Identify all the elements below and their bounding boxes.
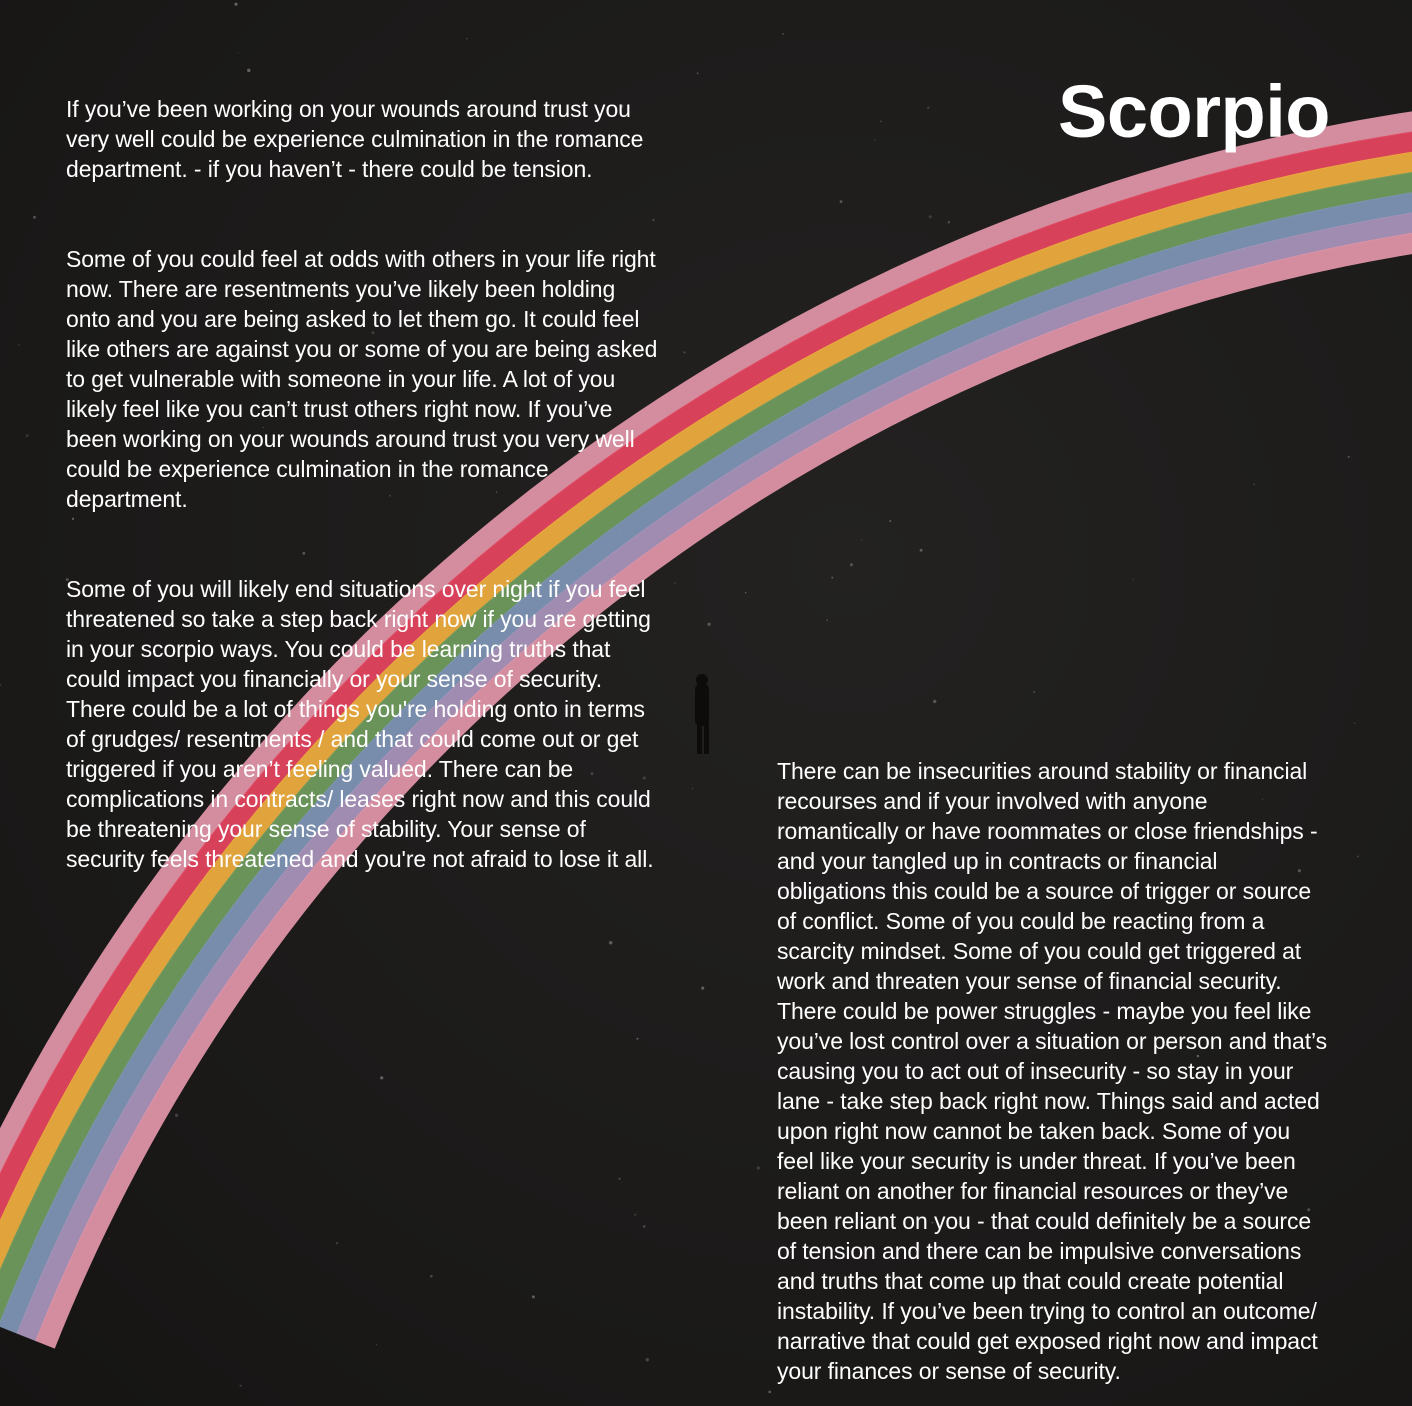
star-dot (33, 216, 36, 219)
star-dot (929, 215, 932, 218)
star-dot (1133, 579, 1134, 580)
star-dot (239, 1385, 241, 1387)
star-dot (643, 1225, 646, 1228)
star-dot (108, 1238, 109, 1239)
page-title: Scorpio (1058, 70, 1330, 153)
star-dot (532, 1295, 535, 1298)
star-dot (933, 700, 936, 703)
star-dot (850, 563, 853, 566)
star-dot (757, 1166, 760, 1169)
star-dot (175, 1114, 178, 1117)
star-dot (745, 592, 746, 593)
star-dot (920, 549, 923, 552)
star-dot (782, 33, 784, 35)
star-dot (466, 38, 467, 39)
star-dot (376, 1344, 377, 1345)
star-dot (634, 1214, 636, 1216)
star-dot (831, 577, 833, 579)
star-dot (1354, 723, 1355, 724)
star-dot (889, 520, 891, 522)
left-paragraph-3: Some of you will likely end situations over night if you feel threatened so take a step back right now if you are getting in your scorpio ways. You could be learning truths that could impact you financially or your sense of security. There could be a lot of things you're holding onto in terms of grudges/ resentments / and that could come out or get triggered if you aren’t feeling valued. There can be complications in contracts/ leases right now and this could be threatening your sense of stability. Your sense of security feels threatened and you're not afraid to lose it all. (66, 576, 654, 872)
star-dot (0, 684, 1, 686)
star-dot (880, 120, 882, 122)
star-dot (336, 1242, 338, 1244)
star-dot (927, 107, 929, 109)
star-dot (840, 200, 843, 203)
star-dot (874, 139, 875, 140)
star-dot (948, 221, 951, 224)
star-dot (1253, 483, 1255, 485)
star-dot (609, 941, 613, 945)
star-dot (826, 619, 827, 620)
left-text-column (66, 64, 726, 934)
star-dot (234, 3, 237, 6)
left-paragraph-1: If you’ve been working on your wounds around trust you very well could be experience culmination in the romance department. - if you haven’t - there could be tension. (66, 96, 644, 182)
star-dot (1348, 456, 1350, 458)
star-dot (636, 1038, 638, 1040)
left-paragraph-2: Some of you could feel at odds with others in your life right now. There are resentments you’ve likely been holding onto and you are being asked to let them go. It could feel like others are against you or some of you are being asked to get vulnerable with someone in your life. A lot of you likely feel like you can’t trust others right now. If you’ve been working on your wounds around trust you very well could be experience culmination in the romance department. (66, 246, 658, 512)
star-dot (618, 1178, 620, 1180)
star-dot (1033, 691, 1035, 693)
star-dot (861, 540, 862, 541)
star-dot (646, 1358, 649, 1361)
star-dot (701, 987, 704, 990)
star-dot (18, 344, 20, 346)
star-dot (768, 1391, 771, 1394)
star-dot (380, 1076, 383, 1079)
star-dot (26, 434, 29, 437)
right-text-column: There can be insecurities around stability or financial recourses and if your involved with anyone romantically or have roommates or close friendships - and your tangled up in contracts or financial obligations this could be a source of trigger or source of conflict. Some of you could be reacting from a scarcity mindset. Some of you could get triggered at work and threaten your sense of financial security. There could be power struggles - maybe you feel like you’ve lost control over a situation or person and that’s causing you to act out of insecurity - so stay in your lane - take step back right now. Things said and acted upon right now cannot be taken back. Some of you feel like your security is under threat. If you’ve been reliant on another for financial resources or they’ve been reliant on you - that could definitely be a source of tension and there can be impulsive conversations and truths that come up that could create potential instability. If you’ve been trying to control an outcome/ narrative that could get exposed right now and impact your finances or sense of security. (777, 758, 1328, 1384)
star-dot (430, 1275, 433, 1278)
star-dot (238, 52, 239, 53)
